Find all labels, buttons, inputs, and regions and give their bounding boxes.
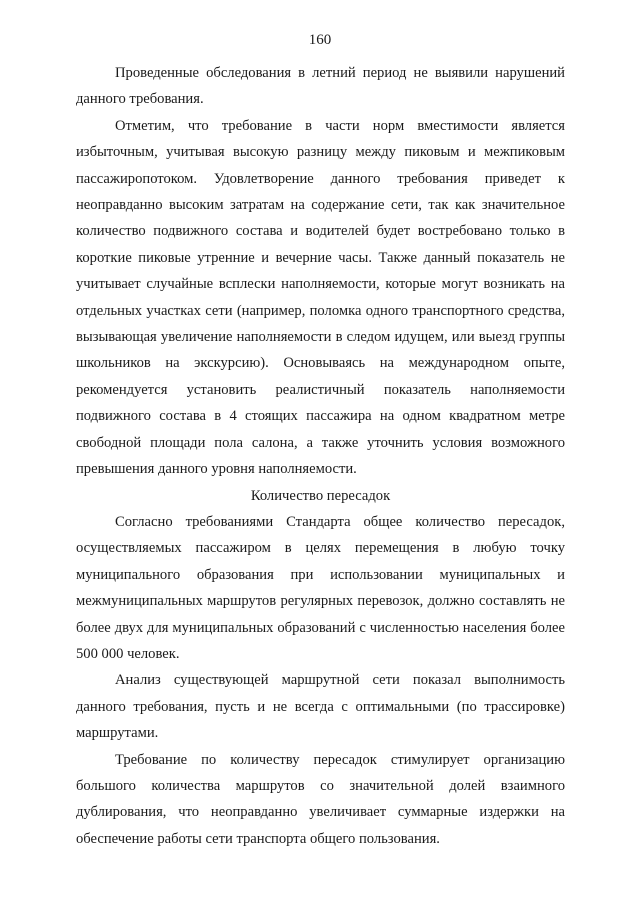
paragraph-network-analysis: Анализ существующей маршрутной сети показал выполнимость данного требования, пусть и не всегда с оптимальными (по трассировке) маршрутами. xyxy=(76,672,565,742)
section-heading-transfers: Количество пересадок xyxy=(250,487,391,504)
paragraph-transfer-costs: Требование по количеству пересадок стимулирует организацию большого количества маршрутов со значительной долей взаимного дублирования, что неоправданно увеличивает суммарные издержки на обеспечение работы сети транспорта общего пользования. xyxy=(76,751,565,847)
document-body xyxy=(76,60,565,852)
page-number: 160 xyxy=(308,32,332,48)
paragraph-survey-result: Проведенные обследования в летний период не выявили нарушений данного требования. xyxy=(76,65,565,108)
paragraph-capacity-norms: Отметим, что требование в части норм вместимости является избыточным, учитывая высокую разницу между пиковым и межпиковым пассажиропотоком. Удовлетворение данного требования приведет к неоправданно высоким затратам на содержание сети, так как значительное количество подвижного состава и водителей будет востребовано только в короткие пиковые утренние и вечерние часы. Также данный показатель не учитывает случайные всплески наполняемости, которые могут возникать на отдельных участках сети (например, поломка одного транспортного средства, вызывающая увеличение наполняемости в следом идущем, или выезд группы школьников на экскурсию). Основываясь на международном опыте, рекомендуется установить реалистичный показатель наполняемости подвижного состава в 4 стоящих пассажира на одном квадратном метре свободной площади пола салона, а также уточнить условия возможного превышения данного уровня наполняемости. xyxy=(76,117,565,478)
paragraph-standard-requirement: Согласно требованиями Стандарта общее количество пересадок, осуществляемых пассажиром в целях перемещения в любую точку муниципального образования при использовании муниципальных и межмуниципальных маршрутов регулярных перевозок, должно составлять не более двух для муниципальных образований с численностью населения более 500 000 человек. xyxy=(76,513,565,662)
